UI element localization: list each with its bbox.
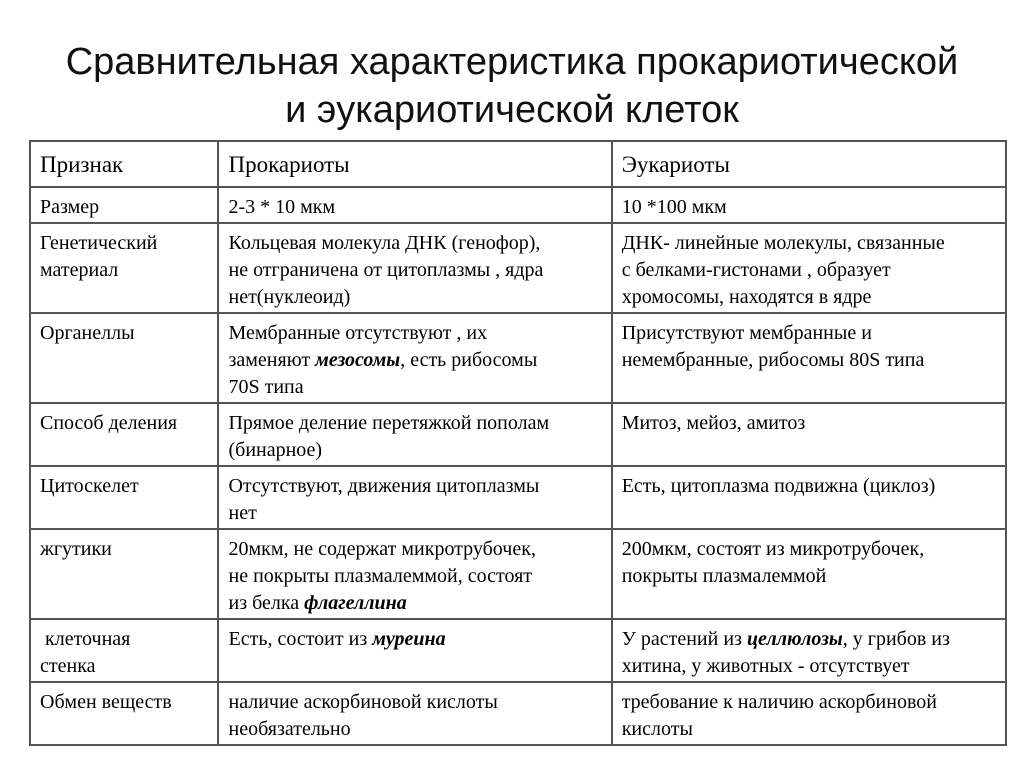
cell-line: Отсутствуют, движения цитоплазмы — [228, 475, 540, 497]
emphasis-term: флагеллина — [304, 592, 407, 614]
cell-line: хитина, у животных - отсутствует — [621, 655, 910, 677]
eukaryote-cell — [612, 466, 1006, 529]
header-trait: Признак — [30, 141, 218, 187]
cell-line: не покрыты плазмалеммой, состоят — [228, 565, 533, 587]
text-run: Есть, состоит из — [228, 628, 373, 650]
prokaryote-cell — [218, 403, 611, 466]
table-row-cytoskeleton — [30, 466, 1006, 529]
prokaryote-cell — [218, 529, 611, 619]
cell-line: Есть, цитоплазма подвижна (циклоз) — [621, 475, 936, 497]
text-run: заменяют — [228, 349, 316, 371]
cell-line: 200мкм, состоят из микротрубочек, — [621, 538, 925, 560]
cell-line: Кольцевая молекула ДНК (генофор), — [228, 232, 541, 254]
cell-line — [228, 590, 606, 617]
cell-line: нет(нуклеоид) — [228, 286, 351, 308]
cell-line: требование к наличию аскорбиновой — [621, 691, 937, 713]
eukaryote-cell — [612, 223, 1006, 313]
cell-line: Прямое деление перетяжкой пополам — [228, 412, 550, 434]
eukaryote-cell — [612, 403, 1006, 466]
cell-line: кислоты — [621, 718, 693, 740]
trait-cell — [30, 187, 218, 223]
cell-line: 2-3 * 10 мкм — [228, 196, 336, 218]
emphasis-term: муреина — [372, 628, 446, 650]
cell-line: не отграничена от цитоплазмы , ядра — [228, 259, 544, 281]
slide-title-line-2: и эукариотической клеток — [285, 89, 739, 131]
cell-line: клеточная — [40, 628, 131, 650]
eukaryote-cell — [612, 529, 1006, 619]
table-row-metabolism — [30, 682, 1006, 745]
cell-line: немембранные, рибосомы 80S типа — [621, 349, 925, 371]
table-row-genetic-material — [30, 223, 1006, 313]
text-run: , есть рибосомы — [400, 349, 538, 371]
trait-cell — [30, 529, 218, 619]
cell-line: жгутики — [40, 538, 112, 560]
slide-title-line-1: Сравнительная характеристика прокариотической — [65, 41, 959, 83]
cell-line: Мембранные отсутствуют , их — [228, 322, 488, 344]
table-row-flagella — [30, 529, 1006, 619]
cell-line: Обмен веществ — [40, 691, 172, 713]
table-row-cell-wall — [30, 619, 1006, 682]
table-row-size — [30, 187, 1006, 223]
text-run: У растений из — [621, 628, 747, 650]
cell-line: 20мкм, не содержат микротрубочек, — [228, 538, 536, 560]
cell-line: Присутствуют мембранные и — [621, 322, 872, 344]
cell-line: материал — [40, 259, 119, 281]
trait-cell — [30, 403, 218, 466]
eukaryote-cell — [612, 187, 1006, 223]
cell-line: 70S типа — [228, 376, 304, 398]
trait-cell — [30, 682, 218, 745]
cell-line: с белками-гистонами , образует — [621, 259, 891, 281]
table-row-organelles — [30, 313, 1006, 403]
cell-line — [228, 347, 606, 374]
comparison-table — [29, 140, 1007, 746]
cell-line: Генетический — [40, 232, 158, 254]
header-eukaryotes: Эукариоты — [612, 141, 1006, 187]
table-row-division — [30, 403, 1006, 466]
cell-line: нет — [228, 502, 257, 524]
prokaryote-cell — [218, 313, 611, 403]
cell-line: 10 *100 мкм — [621, 196, 727, 218]
prokaryote-cell — [218, 187, 611, 223]
table-header-row — [30, 141, 1006, 187]
cell-line: Размер — [40, 196, 100, 218]
cell-line: Органеллы — [40, 322, 135, 344]
cell-line: (бинарное) — [228, 439, 323, 461]
trait-cell — [30, 223, 218, 313]
trait-cell — [30, 466, 218, 529]
cell-line: ДНК- линейные молекулы, связанные — [621, 232, 945, 254]
slide-title — [0, 38, 1024, 134]
cell-line: хромосомы, находятся в ядре — [621, 286, 872, 308]
prokaryote-cell — [218, 223, 611, 313]
eukaryote-cell — [612, 619, 1006, 682]
eukaryote-cell — [612, 682, 1006, 745]
cell-line: необязательно — [228, 718, 351, 740]
prokaryote-cell — [218, 619, 611, 682]
cell-line — [622, 626, 1001, 653]
eukaryote-cell — [612, 313, 1006, 403]
text-run: , у грибов из — [842, 628, 950, 650]
cell-line: покрыты плазмалеммой — [621, 565, 827, 587]
cell-line: Цитоскелет — [40, 475, 139, 497]
emphasis-term: мезосомы — [315, 349, 401, 371]
cell-line: наличие аскорбиновой кислоты — [228, 691, 498, 713]
cell-line: Митоз, мейоз, амитоз — [621, 412, 806, 434]
trait-cell — [30, 313, 218, 403]
emphasis-term: целлюлозы — [746, 628, 843, 650]
cell-line — [228, 626, 606, 653]
trait-cell — [30, 619, 218, 682]
cell-line: Способ деления — [40, 412, 178, 434]
text-run: из белка — [228, 592, 305, 614]
prokaryote-cell — [218, 466, 611, 529]
cell-line: стенка — [40, 655, 96, 677]
prokaryote-cell — [218, 682, 611, 745]
header-prokaryotes: Прокариоты — [218, 141, 611, 187]
